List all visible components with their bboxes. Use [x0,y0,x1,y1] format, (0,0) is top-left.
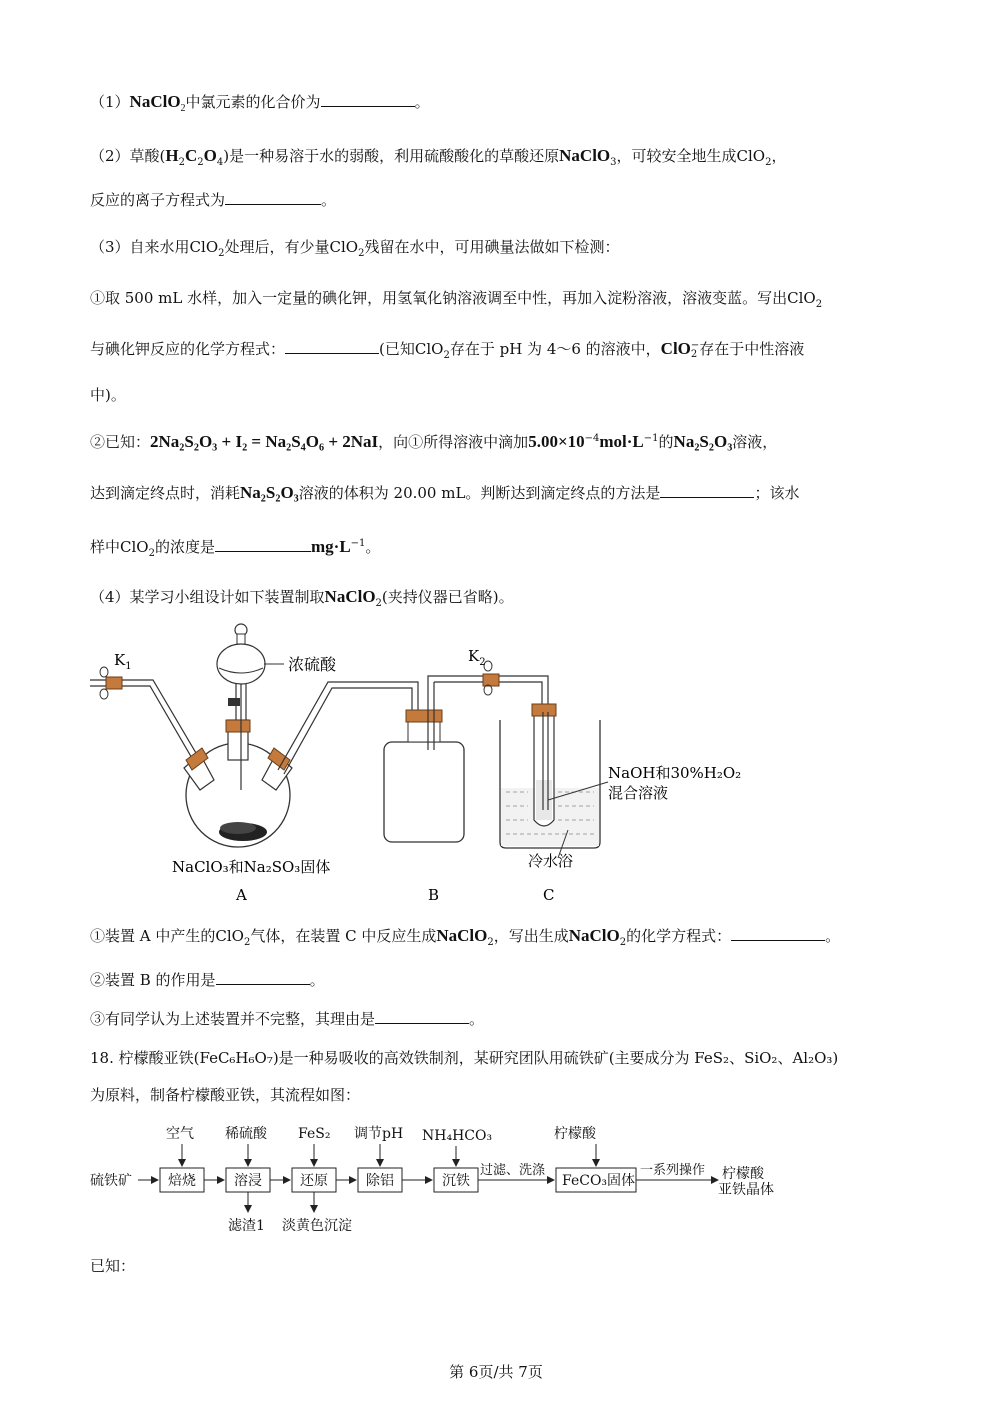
answer-blank[interactable] [660,483,754,498]
q17-part2: （2）草酸$(H_2C_2O_4)$是一种易溶于水的弱酸，利用硫酸酸化的草酸还原NaClO$_3$，可较安全地生成ClO$_2$， [90,146,787,168]
step-leach: 溶浸 [234,1173,262,1189]
apparatus-diagram [88,620,788,910]
q17-part3-2-line2: 达到滴定终点时，消耗Na₂S₂O₃溶液的体积为 20.00 mL。判断达到滴定终点的方法是 ；该水 [90,483,800,502]
product-line2: 亚铁晶体 [718,1182,774,1198]
k1-label: $K_1$ [114,651,132,672]
input-nh4hco3: NH₄HCO₃ [422,1128,493,1144]
solution-label-1: NaOH和30%H₂O₂ [608,764,742,782]
label-a: A [236,886,247,904]
step-roast: 焙烧 [168,1173,196,1189]
flow-start: 硫铁矿 [90,1173,132,1189]
label-c: C [543,886,555,904]
q18-line2: 为原料，制备柠檬酸亚铁，其流程如图： [90,1086,361,1104]
answer-blank[interactable] [731,926,825,941]
formula: NaClO [129,92,181,111]
step-remove-al: 除铝 [366,1173,394,1189]
product-line1: 柠檬酸 [722,1166,764,1182]
q17-part4-2: ②装置 B 的作用是 。 [90,971,325,989]
q17-part4-1: ①装置 A 中产生的ClO$_2$气体，在装置 C 中反应生成NaClO$_2$，写出生成NaClO$_2$的化学方程式： 。 [90,926,841,948]
flask-a [184,720,292,847]
arrow-label-ops: 一系列操作 [640,1163,706,1178]
input-ph: 调节pH [354,1126,404,1142]
bottle-b [384,682,464,842]
output-precipitate: 淡黄色沉淀 [282,1218,352,1234]
step-feco3: FeCO₃固体 [562,1173,636,1189]
answer-blank[interactable] [321,92,415,107]
known-label: 已知： [90,1257,136,1275]
q17-part4: （4）某学习小组设计如下装置制取NaClO$_2$(夹持仪器已省略)。 [90,587,514,609]
q17-part3-1-line3: 中)。 [90,386,126,404]
answer-blank[interactable] [285,339,379,354]
page-footer: 第 6页/共 7页 [449,1363,543,1381]
step-precipitate: 沉铁 [442,1173,470,1189]
q17-part3: （3）自来水用ClO$_2$处理后，有少量ClO$_2$残留在水中，可用碘量法做如下检测： [90,238,620,259]
q18-line1: 18. 柠檬酸亚铁(FeC₆H₆O₇)是一种易吸收的高效铁制剂，某研究团队用硫铁矿(主要成分为 FeS₂、SiO₂、Al₂O₃) [90,1049,839,1067]
answer-blank[interactable] [216,970,310,985]
part-label: （1） [90,93,130,111]
answer-blank[interactable] [375,1009,469,1024]
answer-blank[interactable] [215,537,311,552]
solution-label-2: 混合溶液 [608,784,669,802]
arrow-label-filter: 过滤、洗涤 [480,1163,546,1178]
label-b: B [428,886,440,904]
beaker-c [500,704,608,858]
step-reduce: 还原 [300,1173,328,1189]
bath-label: 冷水浴 [528,852,574,870]
q17-part3-1-line2: 与碘化钾反应的化学方程式： (已知ClO$_2$存在于 pH 为 4～6 的溶液中，ClO − 2 存在于中性溶液 [90,339,805,361]
q17-part3-2-line3: 样中ClO$_2$的浓度是 $mg\cdot L^{-1}$。 [90,537,381,559]
q17-part3-2: ②已知：2Na₂S₂O₃ + I₂ = Na₂S₄O₆ + 2NaI，向①所得溶液中滴加$5.00\times 10^{-4}mol\cdot L^{-1}$的Na₂S₂O₃溶液， [90,432,778,451]
process-flowchart [88,1120,808,1240]
q17-part1: （1）NaClO$_2$中氯元素的化合价为 。 [90,92,430,114]
acid-label: 浓硫酸 [288,655,337,674]
input-air: 空气 [166,1126,194,1142]
q17-part4-3: ③有同学认为上述装置并不完整，其理由是 。 [90,1010,485,1028]
input-citric: 柠檬酸 [554,1126,596,1142]
input-fes2: FeS₂ [298,1126,331,1142]
q17-part2-line2: 反应的离子方程式为 。 [90,191,337,209]
solid-label: NaClO₃和Na₂SO₃固体 [172,858,331,876]
q17-part3-1: ①取 500 mL 水样，加入一定量的碘化钾，用氢氧化钠溶液调至中性，再加入淀粉溶液，溶液变蓝。写出ClO$_2$ [90,289,823,310]
k2-label: $K_2$ [468,647,486,668]
input-acid: 稀硫酸 [225,1126,267,1142]
output-residue: 滤渣1 [228,1218,265,1234]
answer-blank[interactable] [225,190,321,205]
